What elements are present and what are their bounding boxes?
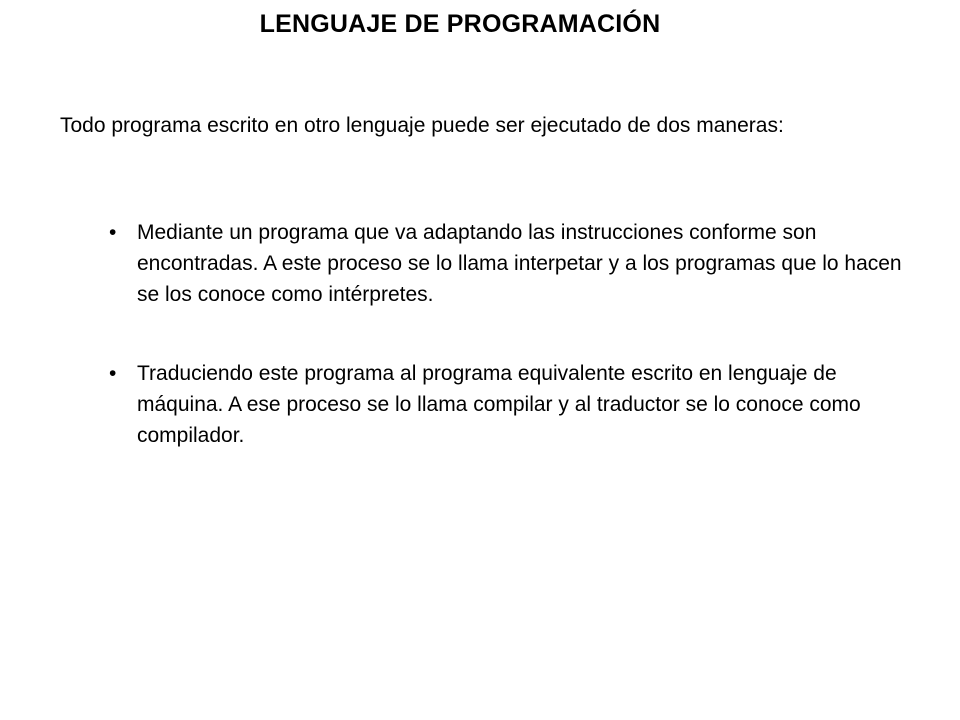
bullet-item-compilers xyxy=(0,358,927,451)
bullet-text: Mediante un programa que va adaptando las instrucciones conforme son encontradas. A este proceso se lo llama interpetar y a los programas que lo hacen se los conoce como intérpretes. xyxy=(137,221,902,306)
bullet-item-interpreters xyxy=(0,217,927,310)
bullet-icon: • xyxy=(109,362,117,385)
intro-paragraph: Todo programa escrito en otro lenguaje puede ser ejecutado de dos maneras: xyxy=(60,114,784,137)
bullet-icon: • xyxy=(109,221,117,244)
bullet-list xyxy=(0,217,960,499)
slide-title: LENGUAJE DE PROGRAMACIÓN xyxy=(259,10,661,38)
bullet-text: Traduciendo este programa al programa equivalente escrito en lenguaje de máquina. A ese proceso se lo llama compilar y al traductor se lo conoce como compilador. xyxy=(137,362,861,447)
